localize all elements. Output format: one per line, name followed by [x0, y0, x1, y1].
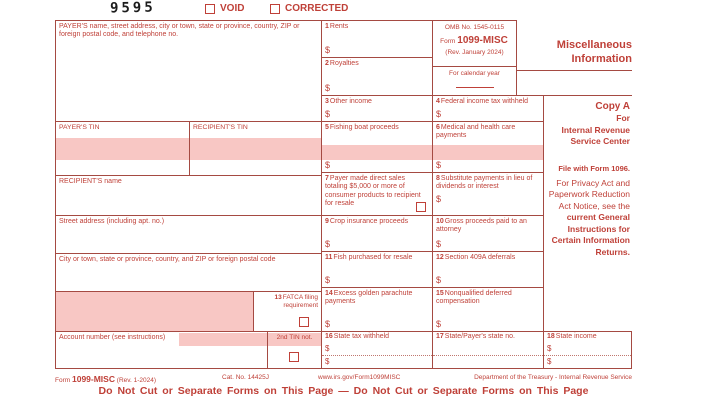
calendar-year-field[interactable] [456, 78, 494, 88]
box-4-federal-tax[interactable] [432, 95, 544, 122]
box-label: Gross proceeds paid to an attorney [436, 218, 527, 234]
box-number: 10 [436, 218, 444, 225]
recipient-tin-label: RECIPIENT'S TIN [193, 124, 248, 131]
amount-field[interactable]: $ [325, 109, 331, 120]
shaded-block [55, 291, 254, 332]
amount-field[interactable]: $ [325, 45, 331, 56]
omb-number: OMB No. 1545-0115 [444, 24, 505, 31]
void-checkbox[interactable] [205, 4, 215, 14]
amount-field[interactable]: $ [325, 275, 331, 286]
box-number: 1 [325, 23, 329, 30]
box-label: Nonqualified deferred compensation [436, 290, 512, 306]
box-label: Royalties [329, 60, 359, 67]
copy-irs-line: Internal Revenue [561, 124, 630, 135]
irs-website-link[interactable]: www.irs.gov/Form1099MISC [318, 374, 401, 381]
box-number: 14 [325, 290, 333, 297]
box-15-nonqualified-comp[interactable] [432, 287, 544, 332]
box-label: Substitute payments in lieu of dividends or interest [436, 175, 533, 191]
street-address-field[interactable] [55, 215, 322, 254]
second-tin-cell [267, 331, 322, 369]
general-instructions-note: current General Instructions for Certain Information Returns. [551, 212, 630, 257]
recipient-name-field[interactable] [55, 175, 322, 216]
payer-info-field[interactable] [55, 20, 322, 122]
form-number: 1099-MISC [457, 34, 508, 46]
box-1-rents[interactable] [321, 20, 433, 58]
second-tin-label: 2nd TIN not. [276, 334, 313, 341]
box-8-substitute-payments[interactable] [432, 172, 544, 216]
box-label: Fishing boat proceeds [329, 124, 399, 131]
form-word: Form [440, 37, 456, 45]
footer-form-ref [55, 374, 156, 384]
city-label: City or town, state or province, country, and ZIP or foreign postal code [59, 256, 276, 263]
box-label: FATCA filing requirement [282, 294, 318, 309]
form-code: 9595 [109, 0, 156, 17]
amount-field[interactable]: $ [436, 160, 442, 171]
box-label: Crop insurance proceeds [329, 218, 409, 225]
box-12-409a-deferrals[interactable] [432, 251, 544, 288]
footer-form-number: 1099-MISC [71, 374, 115, 384]
amount-field[interactable]: $ [436, 193, 442, 204]
void-label: VOID [220, 3, 245, 14]
treasury-department-line: Department of the Treasury - Internal Revenue Service [474, 374, 632, 381]
amount-field[interactable]: $ [325, 319, 331, 330]
amount-field[interactable]: $ [325, 83, 331, 94]
box-number: 7 [325, 175, 329, 182]
state-entry-row[interactable] [433, 343, 543, 356]
box-label: Federal income tax withheld [440, 98, 529, 105]
box-16-state-tax[interactable] [321, 331, 433, 369]
street-address-label: Street address (including apt. no.) [59, 218, 165, 225]
box-2-royalties[interactable] [321, 57, 433, 96]
box-number: 11 [325, 254, 333, 261]
box-number: 8 [436, 175, 440, 182]
title-divider [517, 70, 632, 71]
box-number: 5 [325, 124, 329, 131]
calendar-year-label: For calendar year [449, 70, 500, 78]
box-11-fish-purchased[interactable] [321, 251, 433, 288]
box-number: 13 [274, 294, 282, 301]
omb-form-box [432, 20, 517, 96]
box-label: Rents [329, 23, 349, 30]
footer-form-word: Form [55, 377, 71, 384]
box-7-direct-sales [321, 172, 433, 216]
box-label: Other income [329, 98, 372, 105]
box-5-fishing-boat[interactable] [321, 121, 433, 173]
fatca-checkbox[interactable] [299, 317, 309, 327]
copy-for-line: For [616, 113, 630, 123]
box-label: Payer made direct sales totaling $5,000 or more of consumer products to recipient for resale [325, 175, 421, 207]
form-title: Miscellaneous Information [556, 39, 632, 66]
box-18-state-income[interactable] [543, 331, 632, 369]
box-number: 15 [436, 290, 444, 297]
box-label: State tax withheld [333, 333, 390, 340]
amount-field[interactable]: $ [436, 109, 442, 120]
direct-sales-checkbox[interactable] [416, 202, 426, 212]
box-10-attorney-proceeds[interactable] [432, 215, 544, 252]
box-3-other-income[interactable] [321, 95, 433, 122]
do-not-cut-warning: Do Not Cut or Separate Forms on This Page — Do Not Cut or Separate Forms on This Page [98, 385, 589, 397]
box-13-fatca [253, 291, 322, 332]
box-9-crop-insurance[interactable] [321, 215, 433, 252]
second-tin-checkbox[interactable] [289, 352, 299, 362]
amount-field[interactable]: $ [436, 275, 442, 286]
copy-irs-line: Service Center [570, 136, 630, 146]
privacy-act-notice: For Privacy Act and Paperwork Reduction Act Notice, see the [548, 177, 630, 211]
footer-revision: (Rev. 1-2024) [116, 377, 157, 384]
box-number: 18 [547, 333, 555, 340]
box-label: State/Payer's state no. [444, 333, 516, 340]
account-number-field[interactable] [55, 331, 268, 369]
catalog-number: Cat. No. 14425J [222, 374, 269, 381]
city-field[interactable] [55, 253, 322, 292]
box-number: 16 [325, 333, 333, 340]
payer-tin-field[interactable] [55, 121, 190, 176]
amount-field[interactable]: $ [325, 160, 331, 171]
box-label: Medical and health care payments [436, 124, 516, 140]
account-number-label: Account number (see instructions) [59, 334, 166, 341]
payer-tin-label: PAYER'S TIN [59, 124, 100, 131]
box-number: 17 [436, 333, 444, 340]
box-label: Fish purchased for resale [333, 254, 413, 261]
state-entry-row[interactable]: $ [325, 357, 330, 366]
corrected-checkbox[interactable] [270, 4, 280, 14]
copy-a-column [544, 95, 632, 331]
corrected-label: CORRECTED [285, 3, 349, 14]
state-entry-row[interactable] [433, 356, 543, 368]
box-number: 12 [436, 254, 444, 261]
amount-field[interactable]: $ [436, 319, 442, 330]
recipient-name-label: RECIPIENT'S name [59, 178, 122, 185]
box-label: State income [555, 333, 597, 340]
state-entry-row[interactable]: $ [322, 343, 432, 356]
state-entry-row[interactable]: $ [544, 343, 631, 356]
box-label: Section 409A deferrals [444, 254, 516, 261]
box-number: 2 [325, 60, 329, 67]
payer-info-label: PAYER'S name, street address, city or town, state or province, country, ZIP or foreign postal code, and telephone no. [59, 23, 300, 39]
box-14-golden-parachute[interactable] [321, 287, 433, 332]
box-number: 9 [325, 218, 329, 225]
state-entry-row[interactable]: $ [547, 357, 552, 366]
copy-a-label: Copy A [595, 101, 630, 112]
box-label: Excess golden parachute payments [325, 290, 413, 306]
recipient-tin-field[interactable] [189, 121, 322, 176]
box-17-payer-state-no[interactable] [432, 331, 544, 369]
box-number: 6 [436, 124, 440, 131]
box-number: 3 [325, 98, 329, 105]
amount-field[interactable]: $ [436, 239, 442, 250]
form-revision: (Rev. January 2024) [445, 49, 504, 57]
file-with-1096: File with Form 1096. [558, 163, 630, 173]
box-number: 4 [436, 98, 440, 105]
box-6-medical-payments[interactable] [432, 121, 544, 173]
amount-field[interactable]: $ [325, 239, 331, 250]
